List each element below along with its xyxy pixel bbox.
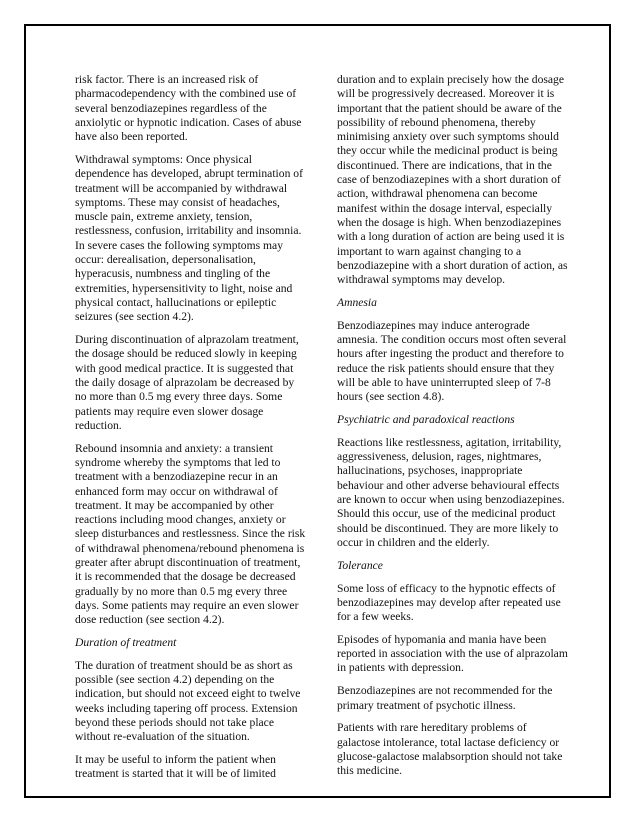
paragraph: Some loss of efficacy to the hypnotic effects of benzodiazepines may develop after repeated use for a few weeks. [337, 581, 561, 624]
left-column [75, 73, 307, 790]
paragraph: Benzodiazepines are not recommended for the primary treatment of psychotic illness. [337, 684, 553, 712]
paragraph: Benzodiazepines may induce anterograde amnesia. The condition occurs most often several hours after ingesting the product and therefore to reduce the risk patients should ensure that they will be able to have uninterrupted sleep of 7-8 hours (see section 4.8). [337, 318, 567, 404]
paragraph: Rebound insomnia and anxiety: a transient syndrome whereby the symptoms that led to treatment with a benzodiazepine recur in an enhanced form may occur on withdrawal of treatment. It may be accompanied by other reactions including mood changes, anxiety or sleep disturbances and restlessness. Since the risk of withdrawal phenomena/rebound phenomena is greater after abrupt discontinuation of treatment, it is recommended that the dosage be decreased gradually by no more than 0.5 mg every three days. Some patients may require an even slower dose reduction (see section 4.2). [75, 441, 306, 627]
section-heading: Amnesia [337, 295, 377, 309]
paragraph: The duration of treatment should be as short as possible (see section 4.2) depending on the indication, but should not exceed eight to twelve weeks including tapering off process. Extension beyond these periods should not take place without re-evaluation of the situation. [75, 658, 301, 744]
paragraph: risk factor. There is an increased risk of pharmacodependency with the combined use of several benzodiazepines regardless of the anxiolytic or hypnotic indication. Cases of abuse have also been reported. [75, 73, 302, 144]
paragraph: It may be useful to inform the patient when treatment is started that it will be of limited [75, 753, 276, 781]
right-column [337, 73, 569, 787]
paragraph: During discontinuation of alprazolam treatment, the dosage should be reduced slowly in keeping with good medical practice. It is suggested that the daily dosage of alprazolam be decreased by no more than 0.5 mg every three days. Some patients may require even slower dosage reduction. [75, 333, 299, 432]
paragraph: Episodes of hypomania and mania have been reported in association with the use of alprazolam in patients with depression. [337, 632, 568, 675]
paragraph: duration and to explain precisely how the dosage will be progressively decreased. Moreover it is important that the patient should be aware of the possibility of rebound phenomena, thereby minimising anxiety over such symptoms should they occur while the medicinal product is being discontinued. There are indications, that in the case of benzodiazepines with a short duration of action, withdrawal phenomena can become manifest within the dosage interval, especially when the dosage is high. When benzodiazepines with a long duration of action are being used it is important to warn against changing to a benzodiazepine with a short duration of action, as withdrawal symptoms may develop. [337, 73, 568, 287]
paragraph: Patients with rare hereditary problems of galactose intolerance, total lactase deficiency or glucose-galactose malabsorption should not take this medicine. [337, 721, 563, 778]
section-heading: Tolerance [337, 558, 383, 572]
paragraph: Reactions like restlessness, agitation, irritability, aggressiveness, delusion, rages, nightmares, hallucinations, psychoses, inappropriate behaviour and other adverse behavioural effects are known to occur when using benzodiazepines. Should this occur, use of the medicinal product should be discontinued. They are more likely to occur in children and the elderly. [337, 435, 565, 549]
section-heading: Duration of treatment [75, 635, 177, 649]
section-heading: Psychiatric and paradoxical reactions [337, 413, 515, 427]
paragraph: Withdrawal symptoms: Once physical dependence has developed, abrupt termination of treatment will be accompanied by withdrawal symptoms. These may consist of headaches, muscle pain, extreme anxiety, tension, restlessness, confusion, irritability and insomnia. In severe cases the following symptoms may occur: derealisation, depersonalisation, hyperacusis, numbness and tingling of the extremities, hypersensitivity to light, noise and physical contact, hallucinations or epileptic seizures (see section 4.2). [75, 152, 303, 324]
